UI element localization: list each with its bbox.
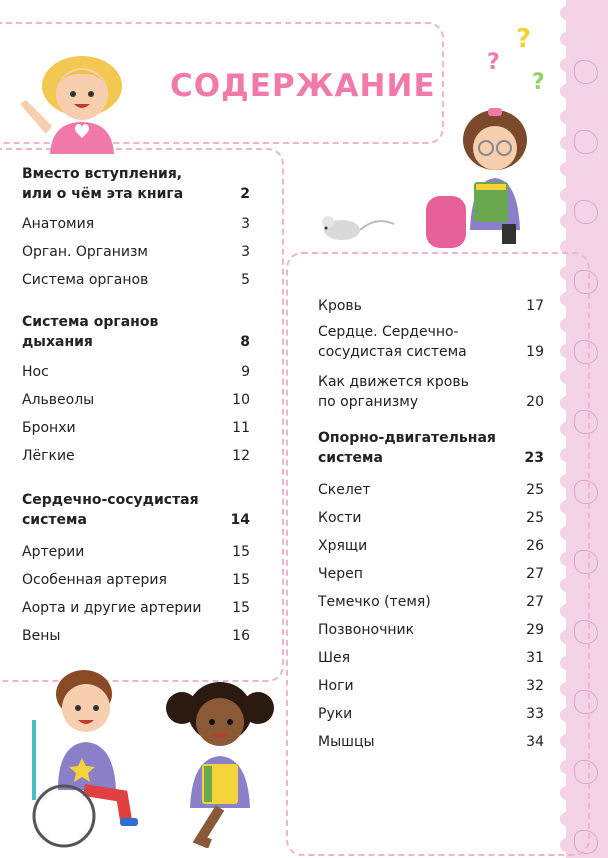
toc-entry-title — [22, 214, 94, 234]
toc-page-number: 25 — [526, 510, 544, 526]
toc-entry-title — [318, 296, 362, 316]
toc-entry-title-line: Позвоночник — [318, 622, 415, 638]
toc-entry[interactable] — [22, 362, 250, 382]
toc-page-number: 11 — [232, 420, 250, 436]
toc-page-number: 31 — [526, 650, 544, 666]
toc-entry-title — [22, 270, 148, 290]
toc-entry-title-line: дыхания — [22, 334, 93, 350]
toc-entry-title-line: Как движется кровь — [318, 374, 469, 390]
toc-entry-title — [318, 480, 371, 500]
mouse-illustration — [316, 206, 396, 246]
toc-entry-title-line: Скелет — [318, 482, 371, 498]
toc-entry-title-line: или о чём эта книга — [22, 186, 184, 202]
toc-entry[interactable] — [22, 570, 250, 590]
toc-entry[interactable] — [22, 626, 250, 646]
toc-entry-title-line: Вместо вступления, — [22, 166, 183, 182]
toc-entry-title — [22, 390, 94, 410]
question-mark: ? — [532, 70, 545, 95]
toc-entry-title-line: Руки — [318, 706, 353, 722]
toc-entry-title-line: Кровь — [318, 298, 362, 314]
toc-entry-title-line: Сердечно-сосудистая — [22, 492, 199, 508]
toc-entry-title-line: Система органов — [22, 272, 149, 288]
toc-section-heading[interactable] — [22, 164, 250, 204]
strip-scallop — [560, 188, 574, 202]
toc-entry[interactable] — [22, 214, 250, 234]
toc-entry-title-line: система — [22, 512, 87, 528]
toc-entry[interactable] — [318, 296, 544, 316]
toc-entry-title — [22, 164, 183, 204]
strip-scallop — [560, 32, 574, 46]
toc-entry-title-line: Орган. Организм — [22, 244, 148, 260]
toc-page-number: 3 — [241, 244, 250, 260]
strip-scallop — [560, 214, 574, 228]
toc-entry[interactable] — [318, 564, 544, 584]
toc-page-number: 17 — [526, 298, 544, 314]
toc-page-number: 5 — [241, 272, 250, 288]
toc-entry-title-line: Череп — [318, 566, 363, 582]
toc-entry-title — [22, 362, 49, 382]
toc-page-number: 15 — [232, 544, 250, 560]
toc-entry-title-line: Система органов — [22, 314, 159, 330]
toc-entry-title — [318, 676, 354, 696]
page-title: СОДЕРЖАНИЕ — [170, 68, 436, 104]
toc-entry-title — [318, 536, 367, 556]
toc-page-number: 23 — [524, 450, 544, 466]
toc-section-heading[interactable] — [22, 490, 250, 530]
toc-entry[interactable] — [318, 620, 544, 640]
girl-with-yellow-book-illustration — [160, 668, 280, 848]
toc-page-number: 2 — [240, 186, 250, 202]
toc-entry-title-line: по организму — [318, 394, 419, 410]
toc-entry-title — [318, 372, 469, 412]
toc-entry-title — [318, 428, 496, 468]
strip-scallop — [560, 6, 574, 20]
toc-entry[interactable] — [318, 732, 544, 752]
strip-scallop — [560, 136, 574, 150]
toc-entry-title — [318, 564, 363, 584]
toc-page-number: 10 — [232, 392, 250, 408]
toc-entry[interactable] — [318, 508, 544, 528]
toc-entry-title-line: Кости — [318, 510, 362, 526]
toc-entry[interactable] — [318, 480, 544, 500]
toc-page-number: 9 — [241, 364, 250, 380]
toc-page-number: 12 — [232, 448, 250, 464]
toc-entry-title-line: Нос — [22, 364, 49, 380]
toc-entry-title — [22, 242, 148, 262]
blonde-girl-illustration — [12, 34, 132, 154]
anatomy-doodle-icon — [574, 60, 598, 84]
toc-entry-title — [318, 592, 431, 612]
toc-entry-title-line: Особенная артерия — [22, 572, 167, 588]
toc-entry[interactable] — [318, 322, 544, 362]
toc-entry-title — [22, 490, 199, 530]
toc-entry-title — [22, 418, 76, 438]
toc-entry-title-line: Вены — [22, 628, 61, 644]
toc-page-number: 3 — [241, 216, 250, 232]
toc-entry[interactable] — [318, 704, 544, 724]
toc-entry-title-line: Мышцы — [318, 734, 375, 750]
strip-scallop — [560, 58, 574, 72]
toc-page-number: 25 — [526, 482, 544, 498]
toc-page-number: 16 — [232, 628, 250, 644]
toc-entry-title-line: Шея — [318, 650, 351, 666]
toc-section-heading[interactable] — [22, 312, 250, 352]
toc-entry-title-line: Лёгкие — [22, 448, 75, 464]
toc-entry-title — [22, 446, 75, 466]
toc-entry[interactable] — [22, 390, 250, 410]
toc-entry-title-line: Аорта и другие артерии — [22, 600, 202, 616]
toc-entry-title — [22, 598, 201, 618]
toc-entry-title-line: Темечко (темя) — [318, 594, 431, 610]
anatomy-doodle-icon — [574, 200, 598, 224]
toc-entry[interactable] — [318, 372, 544, 412]
toc-entry[interactable] — [318, 676, 544, 696]
toc-entry-title — [22, 312, 158, 352]
toc-entry-title-line: Хрящи — [318, 538, 368, 554]
toc-entry-title-line: Опорно-двигательная — [318, 430, 496, 446]
toc-entry-title — [22, 570, 167, 590]
toc-entry[interactable] — [22, 598, 250, 618]
toc-page-number: 15 — [232, 572, 250, 588]
toc-page-number: 34 — [526, 734, 544, 750]
question-mark: ? — [487, 50, 500, 75]
strip-scallop — [560, 162, 574, 176]
toc-entry-title — [318, 648, 350, 668]
toc-entry[interactable] — [318, 648, 544, 668]
question-mark: ? — [516, 24, 532, 54]
toc-entry[interactable] — [22, 270, 250, 290]
toc-page-number: 20 — [526, 394, 544, 410]
toc-page-number: 15 — [232, 600, 250, 616]
toc-entry-title-line: Артерии — [22, 544, 85, 560]
toc-page-number: 29 — [526, 622, 544, 638]
strip-scallop — [560, 84, 574, 98]
toc-page-number: 19 — [526, 344, 544, 360]
girl-with-book-illustration — [420, 100, 550, 250]
toc-entry-title-line: Альвеолы — [22, 392, 95, 408]
toc-page-number: 33 — [526, 706, 544, 722]
toc-page-number: 27 — [526, 594, 544, 610]
strip-scallop — [560, 110, 574, 124]
anatomy-doodle-icon — [574, 130, 598, 154]
toc-page-number: 8 — [240, 334, 250, 350]
toc-entry-title — [318, 322, 467, 362]
boy-in-wheelchair-illustration — [24, 660, 164, 850]
toc-entry-title-line: Анатомия — [22, 216, 95, 232]
toc-entry[interactable] — [22, 446, 250, 466]
toc-entry[interactable] — [318, 592, 544, 612]
toc-entry-title — [22, 626, 60, 646]
toc-entry[interactable] — [22, 242, 250, 262]
toc-entry-title — [318, 732, 375, 752]
toc-entry[interactable] — [22, 542, 250, 562]
toc-entry-title — [318, 704, 352, 724]
toc-page-number: 26 — [526, 538, 544, 554]
toc-entry[interactable] — [22, 418, 250, 438]
toc-entry-title — [318, 508, 361, 528]
toc-entry[interactable] — [318, 536, 544, 556]
toc-section-heading[interactable] — [318, 428, 544, 468]
toc-entry-title — [22, 542, 84, 562]
toc-entry-title-line: Бронхи — [22, 420, 76, 436]
toc-entry-title-line: система — [318, 450, 383, 466]
toc-entry-title-line: сосудистая система — [318, 344, 467, 360]
toc-page-number: 14 — [230, 512, 250, 528]
toc-entry-title-line: Ноги — [318, 678, 354, 694]
toc-entry-title — [318, 620, 414, 640]
toc-page-number: 32 — [526, 678, 544, 694]
toc-page-number: 27 — [526, 566, 544, 582]
toc-entry-title-line: Сердце. Сердечно- — [318, 324, 459, 340]
